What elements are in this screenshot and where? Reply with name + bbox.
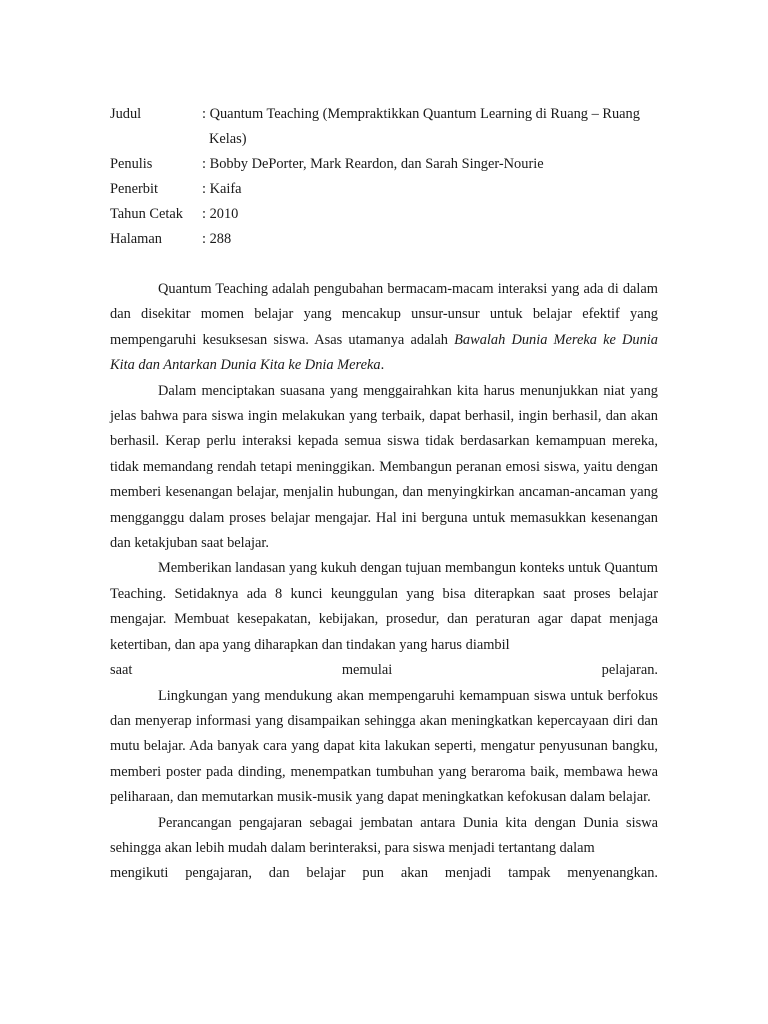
title-label: Judul bbox=[110, 106, 142, 122]
year-label: Tahun Cetak bbox=[110, 206, 183, 222]
paragraph-4: Lingkungan yang mendukung akan mempengaruhi kemampuan siswa untuk berfokus dan menyerap informasi yang disampaikan sehingga akan meningkatkan kepercayaan diri dan mutu belajar. Ada banyak cara yang dapat kita lakukan seperti, mengatur penyusunan bangku, memberi poster pada dinding, menempatkan tumbuhan yang beraroma baik, membawa hewa peliharaan, dan memutarkan musik-musik yang dapat meningkatkan kefokusan dalam belajar. bbox=[110, 687, 658, 806]
author-value: : Bobby DePorter, Mark Reardon, dan Sarah Singer-Nourie bbox=[202, 156, 544, 172]
book-year-row bbox=[110, 202, 670, 227]
book-publisher-row bbox=[110, 177, 670, 202]
paragraph-5-last-line: mengikuti pengajaran, dan belajar pun akan menjadi tampak menyenangkan. bbox=[110, 865, 658, 882]
book-author-row bbox=[110, 152, 670, 177]
document-body bbox=[110, 277, 658, 887]
book-title-row bbox=[110, 102, 670, 152]
paragraph-3-last-line: saat memulai pelajaran. bbox=[110, 662, 658, 679]
paragraph-1-text: Quantum Teaching adalah pengubahan bermacam-macam interaksi yang ada di dalam dan disekitar momen belajar yang mencakup unsur-unsur untuk belajar efektif yang mempengaruhi kesuksesan siswa. Asas utamanya adalah bbox=[110, 281, 658, 348]
publisher-value: : Kaifa bbox=[202, 181, 242, 197]
year-value: : 2010 bbox=[202, 206, 239, 222]
paragraph-1-italic: Bawalah Dunia Mereka ke Dunia Kita dan Antarkan Dunia Kita ke Dnia Mereka bbox=[110, 331, 658, 374]
paragraph-1 bbox=[110, 277, 658, 379]
paragraph-5-text: Perancangan pengajaran sebagai jembatan antara Dunia kita dengan Dunia siswa sehingga akan lebih mudah dalam berinteraksi, para siswa menjadi tertantang dalam bbox=[110, 814, 658, 856]
pages-label: Halaman bbox=[110, 231, 162, 247]
author-label: Penulis bbox=[110, 156, 153, 172]
pages-value: : 288 bbox=[202, 231, 232, 247]
paragraph-3-text: Memberikan landasan yang kukuh dengan tujuan membangun konteks untuk Quantum Teaching. Setidaknya ada 8 kunci keunggulan yang bisa diterapkan saat proses belajar mengajar. Membuat kesepakatan, kebijakan, prosedur, dan peraturan agar dapat menjaga ketertiban, dan apa yang diharapkan dan tindakan yang harus diambil bbox=[110, 560, 658, 653]
paragraph-2: Dalam menciptakan suasana yang menggairahkan kita harus menunjukkan niat yang jelas bahwa para siswa ingin melakukan yang terbaik, dapat berhasil, ingin berhasil, dan akan berhasil. Kerap perlu interaksi kepada semua siswa tidak berdasarkan kemampuan mereka, tidak memandang rendah tetapi meninggikan. Membangun peranan emosi siswa, yaitu dengan memberi kesenangan belajar, menjalin hubungan, dan menyingkirkan ancaman-ancaman yang mengganggu dalam proses belajar mengajar. Hal ini berguna untuk memasukkan kesenangan dan ketakjuban saat belajar. bbox=[110, 382, 658, 552]
paragraph-3 bbox=[110, 556, 658, 683]
publisher-label: Penerbit bbox=[110, 181, 158, 197]
book-pages-row bbox=[110, 227, 670, 252]
book-info bbox=[110, 102, 670, 252]
paragraph-1-end: . bbox=[380, 357, 385, 374]
paragraph-5 bbox=[110, 811, 658, 887]
title-value: : Quantum Teaching (Mempraktikkan Quantum Learning di Ruang – Ruang Kelas) bbox=[202, 106, 640, 147]
